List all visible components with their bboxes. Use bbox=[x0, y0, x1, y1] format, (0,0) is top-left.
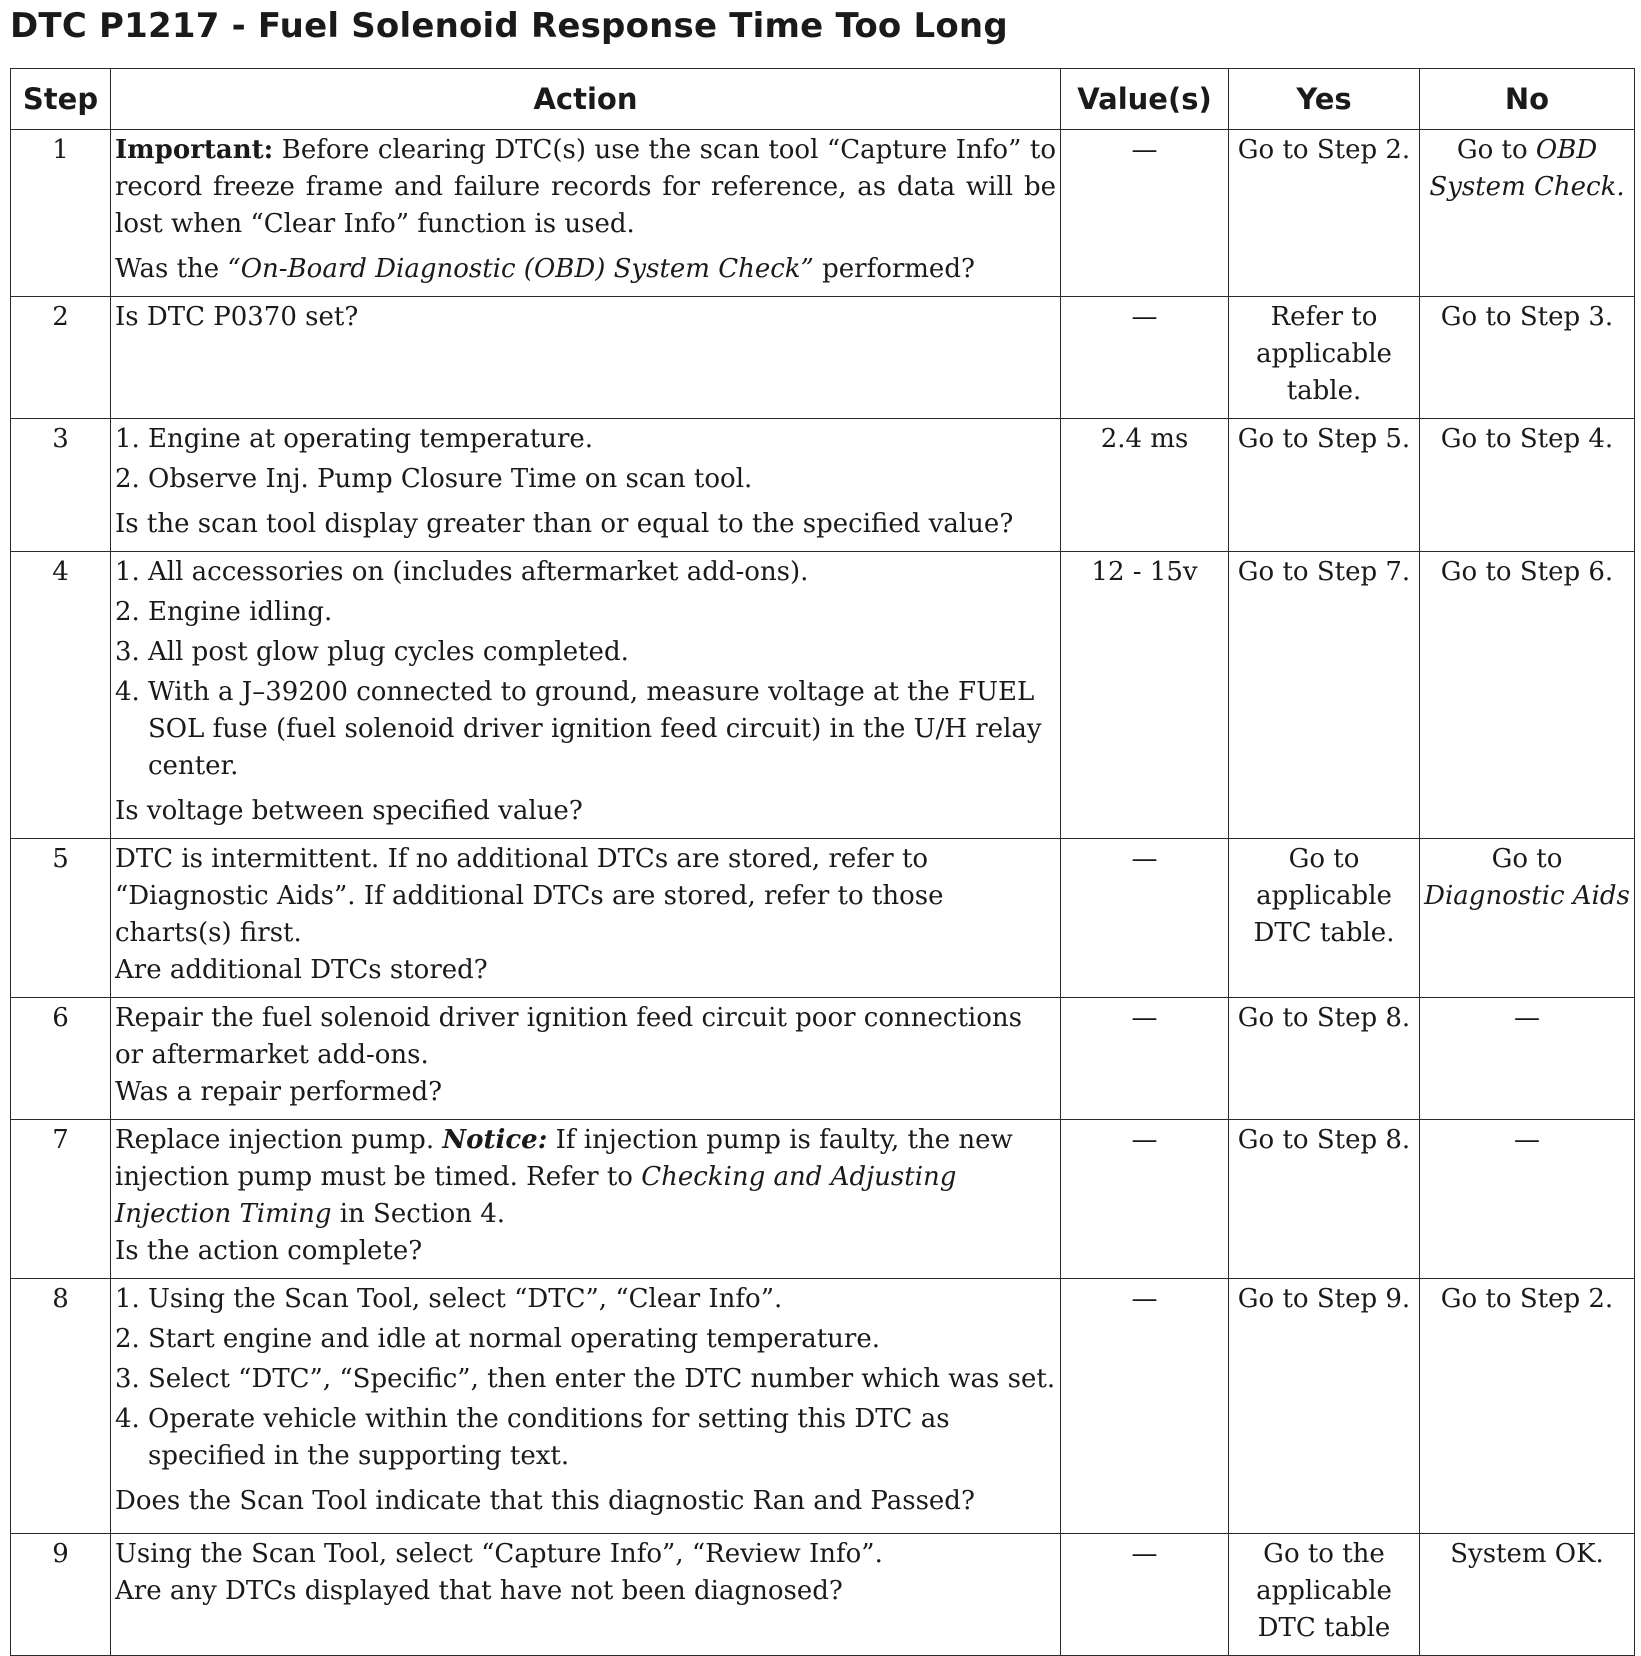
item-text: With a J–39200 connected to ground, measure voltage at the FUEL SOL fuse (fuel solenoid driver ignition feed circuit) in the U/H relay center. bbox=[148, 677, 1042, 781]
action-question bbox=[115, 251, 1056, 288]
action-text: Is DTC P0370 set? bbox=[115, 302, 359, 332]
action-list-item bbox=[115, 1401, 1056, 1475]
step-number: 3 bbox=[11, 419, 111, 552]
injection-timing-reference: Checking and Adjusting Injection Timing bbox=[115, 1162, 957, 1229]
action-list-item bbox=[115, 594, 1056, 631]
step-number: 5 bbox=[11, 839, 111, 998]
item-text: Engine idling. bbox=[148, 597, 333, 627]
step-number: 4 bbox=[11, 552, 111, 839]
important-label: Important: bbox=[115, 135, 274, 165]
question-text: Was the bbox=[115, 254, 228, 284]
action-question: Is voltage between specified value? bbox=[115, 796, 583, 826]
value-cell: — bbox=[1061, 839, 1229, 998]
item-text: Operate vehicle within the conditions for setting this DTC as specified in the supporting text. bbox=[148, 1404, 950, 1471]
action-cell bbox=[111, 1120, 1061, 1279]
item-number: 4. bbox=[115, 677, 140, 707]
action-cell bbox=[111, 839, 1061, 998]
header-action: Action bbox=[111, 69, 1061, 130]
action-question: Are additional DTCs stored? bbox=[115, 955, 488, 985]
item-number: 2. bbox=[115, 1324, 140, 1354]
no-cell: Go to Step 6. bbox=[1420, 552, 1635, 839]
question-text: performed? bbox=[813, 254, 975, 284]
action-question: Is the scan tool display greater than or equal to the specified value? bbox=[115, 509, 1014, 539]
table-row bbox=[11, 552, 1635, 839]
diagnostic-aids-link: Diagnostic Aids bbox=[1424, 881, 1630, 911]
no-cell bbox=[1420, 839, 1635, 998]
no-cell: Go to Step 3. bbox=[1420, 297, 1635, 419]
table-row bbox=[11, 1534, 1635, 1656]
header-no: No bbox=[1420, 69, 1635, 130]
item-number: 4. bbox=[115, 1404, 140, 1434]
table-row bbox=[11, 419, 1635, 552]
table-header-row bbox=[11, 69, 1635, 130]
action-cell bbox=[111, 552, 1061, 839]
action-list-item bbox=[115, 1321, 1056, 1358]
item-number: 3. bbox=[115, 637, 140, 667]
header-step: Step bbox=[11, 69, 111, 130]
value-cell: 2.4 ms bbox=[1061, 419, 1229, 552]
table-row bbox=[11, 297, 1635, 419]
step-number: 1 bbox=[11, 130, 111, 297]
yes-cell: Go to Step 9. bbox=[1229, 1279, 1420, 1534]
value-cell: — bbox=[1061, 297, 1229, 419]
value-cell: 12 - 15v bbox=[1061, 552, 1229, 839]
diagnostic-table bbox=[10, 68, 1635, 1656]
item-number: 2. bbox=[115, 597, 140, 627]
action-question: Does the Scan Tool indicate that this diagnostic Ran and Passed? bbox=[115, 1486, 975, 1516]
action-text-part: in Section 4. bbox=[331, 1199, 506, 1229]
action-text: Repair the fuel solenoid driver ignition feed circuit poor connections or aftermarket add-ons. bbox=[115, 1003, 1022, 1070]
no-cell: — bbox=[1420, 1120, 1635, 1279]
notice-label: Notice: bbox=[442, 1125, 548, 1155]
item-text: Select “DTC”, “Specific”, then enter the DTC number which was set. bbox=[148, 1364, 1056, 1394]
action-cell bbox=[111, 1279, 1061, 1534]
value-cell: — bbox=[1061, 1534, 1229, 1656]
obd-system-check-reference: “On-Board Diagnostic (OBD) System Check” bbox=[227, 254, 814, 284]
action-cell bbox=[111, 1534, 1061, 1656]
yes-cell: Go to Step 5. bbox=[1229, 419, 1420, 552]
no-cell: — bbox=[1420, 998, 1635, 1120]
action-list-item bbox=[115, 554, 1056, 591]
action-text: Using the Scan Tool, select “Capture Info”, “Review Info”. bbox=[115, 1539, 883, 1569]
action-text-part: If injection pump is faulty, the new injection pump must be timed. Refer to bbox=[115, 1125, 1013, 1192]
yes-cell: Go to applicable DTC table. bbox=[1229, 839, 1420, 998]
action-question: Is the action complete? bbox=[115, 1236, 423, 1266]
action-cell bbox=[111, 998, 1061, 1120]
action-list-item bbox=[115, 674, 1056, 785]
action-list-item bbox=[115, 421, 1056, 458]
no-cell: Go to Step 4. bbox=[1420, 419, 1635, 552]
item-text: Engine at operating temperature. bbox=[148, 424, 594, 454]
no-cell bbox=[1420, 130, 1635, 297]
table-row bbox=[11, 130, 1635, 297]
step-number: 2 bbox=[11, 297, 111, 419]
yes-cell: Refer to applicable table. bbox=[1229, 297, 1420, 419]
header-yes: Yes bbox=[1229, 69, 1420, 130]
value-cell: — bbox=[1061, 998, 1229, 1120]
no-text: Go to bbox=[1456, 135, 1536, 165]
header-values: Value(s) bbox=[1061, 69, 1229, 130]
item-number: 1. bbox=[115, 557, 140, 587]
table-row bbox=[11, 998, 1635, 1120]
table-row bbox=[11, 1120, 1635, 1279]
step-number: 6 bbox=[11, 998, 111, 1120]
page-title: DTC P1217 - Fuel Solenoid Response Time Too Long bbox=[10, 6, 1008, 46]
item-number: 1. bbox=[115, 424, 140, 454]
item-text: Start engine and idle at normal operating temperature. bbox=[148, 1324, 880, 1354]
yes-cell: Go to Step 8. bbox=[1229, 998, 1420, 1120]
yes-cell: Go to Step 8. bbox=[1229, 1120, 1420, 1279]
action-list-item bbox=[115, 1361, 1056, 1398]
action-list-item bbox=[115, 634, 1056, 671]
value-cell: — bbox=[1061, 1279, 1229, 1534]
step-number: 9 bbox=[11, 1534, 111, 1656]
item-number: 1. bbox=[115, 1284, 140, 1314]
action-text bbox=[115, 1122, 1056, 1233]
action-question: Are any DTCs displayed that have not been diagnosed? bbox=[115, 1576, 843, 1606]
table-row bbox=[11, 839, 1635, 998]
yes-cell: Go to Step 2. bbox=[1229, 130, 1420, 297]
item-text: Using the Scan Tool, select “DTC”, “Clear Info”. bbox=[148, 1284, 783, 1314]
item-number: 3. bbox=[115, 1364, 140, 1394]
action-list-item bbox=[115, 1281, 1056, 1318]
action-text bbox=[115, 132, 1056, 243]
step-number: 8 bbox=[11, 1279, 111, 1534]
value-cell: — bbox=[1061, 130, 1229, 297]
item-number: 2. bbox=[115, 464, 140, 494]
no-cell: System OK. bbox=[1420, 1534, 1635, 1656]
action-cell bbox=[111, 130, 1061, 297]
item-text: Observe Inj. Pump Closure Time on scan tool. bbox=[148, 464, 753, 494]
obd-system-check-link: OBD System Check. bbox=[1429, 135, 1625, 202]
no-cell: Go to Step 2. bbox=[1420, 1279, 1635, 1534]
action-question: Was a repair performed? bbox=[115, 1077, 443, 1107]
action-cell bbox=[111, 297, 1061, 419]
value-cell: — bbox=[1061, 1120, 1229, 1279]
item-text: All post glow plug cycles completed. bbox=[148, 637, 629, 667]
item-text: All accessories on (includes aftermarket add-ons). bbox=[148, 557, 809, 587]
yes-cell: Go to the applicable DTC table bbox=[1229, 1534, 1420, 1656]
action-text-part: Replace injection pump. bbox=[115, 1125, 443, 1155]
yes-cell: Go to Step 7. bbox=[1229, 552, 1420, 839]
important-text: Before clearing DTC(s) use the scan tool “Capture Info” to record freeze frame and failure records for reference, as data will be lost when “Clear Info” function is used. bbox=[115, 135, 1056, 239]
step-number: 7 bbox=[11, 1120, 111, 1279]
action-text: DTC is intermittent. If no additional DTCs are stored, refer to “Diagnostic Aids”. If additional DTCs are stored, refer to those charts(s) first. bbox=[115, 844, 944, 948]
action-list-item bbox=[115, 461, 1056, 498]
no-text: Go to bbox=[1491, 844, 1563, 874]
table-row bbox=[11, 1279, 1635, 1534]
action-cell bbox=[111, 419, 1061, 552]
